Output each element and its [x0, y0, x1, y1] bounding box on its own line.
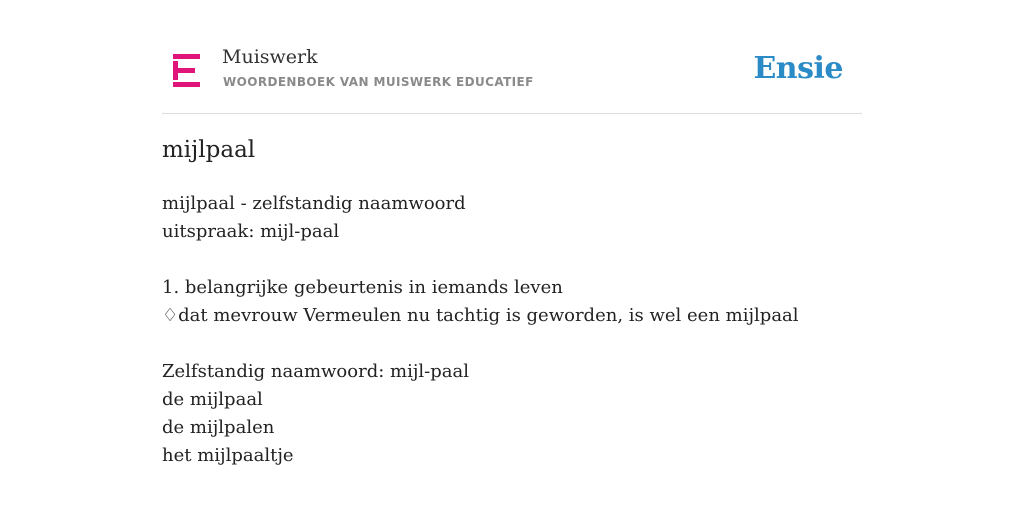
definition-line: 1. belangrijke gebeurtenis in iemands leven — [162, 277, 563, 298]
definition-line: mijlpaal - zelfstandig naamwoord — [162, 193, 466, 214]
definition-line: de mijlpalen — [162, 417, 275, 438]
definition-line: Zelfstandig naamwoord: mijl-paal — [162, 361, 470, 382]
example-line: ♢dat mevrouw Vermeulen nu tachtig is geworden, is wel een mijlpaal — [162, 305, 799, 326]
definition-body — [162, 190, 862, 470]
definition-line — [162, 330, 862, 358]
definition-line: het mijlpaaltje — [162, 445, 294, 466]
source-name[interactable]: Muiswerk — [222, 46, 318, 68]
definition-line — [162, 246, 862, 274]
ensie-logo[interactable]: Ensie — [753, 51, 843, 86]
muiswerk-logo-icon[interactable] — [173, 54, 200, 87]
source-subtitle: WOORDENBOEK VAN MUISWERK EDUCATIEF — [223, 75, 534, 89]
definition-line: de mijlpaal — [162, 389, 263, 410]
headword: mijlpaal — [162, 137, 256, 163]
definition-line: uitspraak: mijl-paal — [162, 221, 340, 242]
header — [162, 40, 862, 114]
